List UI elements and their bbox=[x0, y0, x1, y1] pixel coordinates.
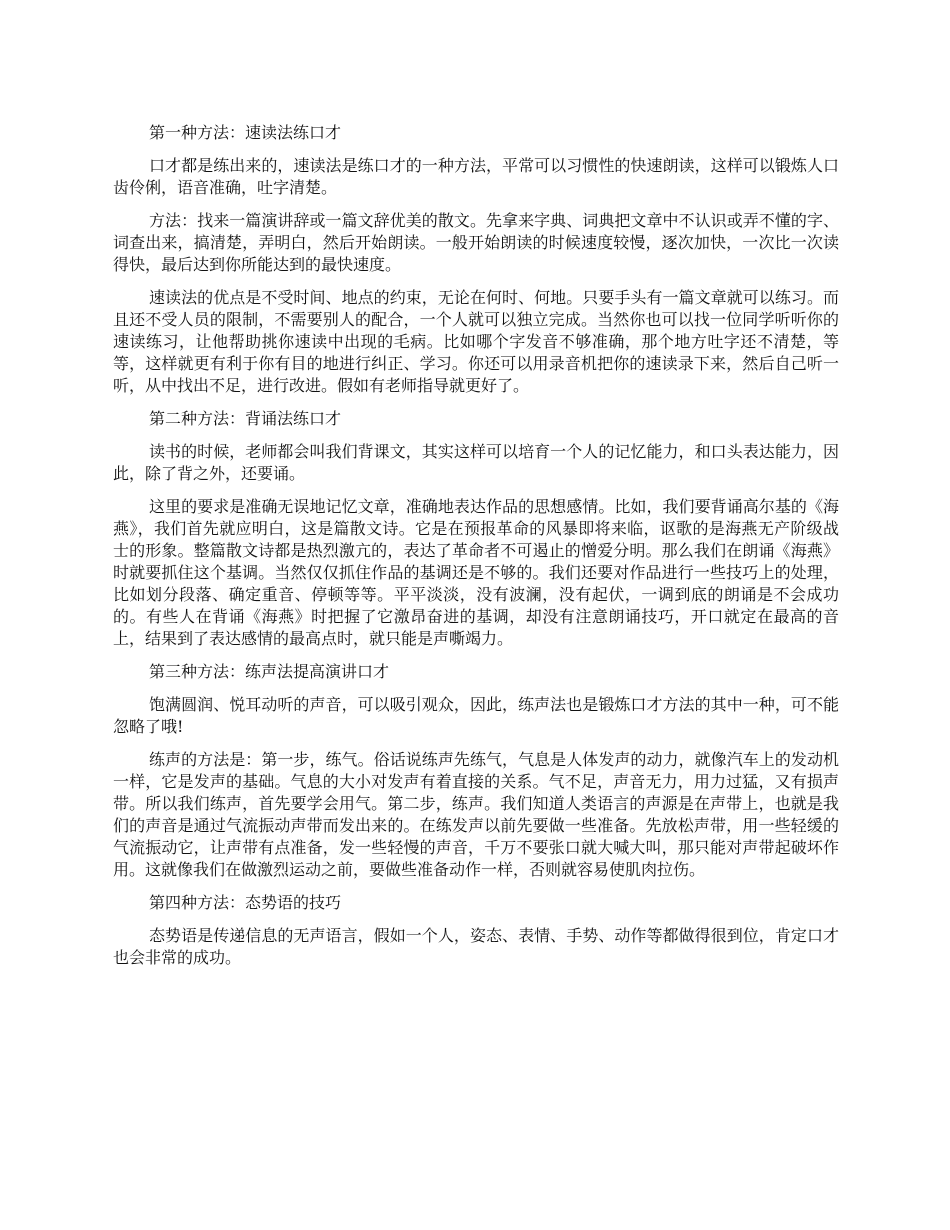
paragraph: 读书的时候，老师都会叫我们背课文，其实这样可以培育一个人的记忆能力，和口头表达能力，因此，除了背之外，还要诵。 bbox=[113, 442, 839, 483]
paragraph: 速读法的优点是不受时间、地点的约束，无论在何时、何地。只要手头有一篇文章就可以练习。而且还不受人员的限制，不需要别人的配合，一个人就可以独立完成。当然你也可以找一位同学听听你的速读练习，让他帮助挑你速读中出现的毛病。比如哪个字发音不够准确，那个地方吐字还不清楚，等等，这样就更有利于你有目的地进行纠正、学习。你还可以用录音机把你的速读录下来，然后自己听一听，从中找出不足，进行改进。假如有老师指导就更好了。 bbox=[113, 288, 839, 395]
paragraph: 态势语是传递信息的无声语言，假如一个人，姿态、表情、手势、动作等都做得很到位，肯定口才也会非常的成功。 bbox=[113, 926, 839, 967]
paragraph: 练声的方法是：第一步，练气。俗话说练声先练气，气息是人体发声的动力，就像汽车上的发动机一样，它是发声的基础。气息的大小对发声有着直接的关系。气不足，声音无力，用力过猛，又有损声带。所以我们练声，首先要学会用气。第二步，练声。我们知道人类语言的声源是在声带上，也就是我们的声音是通过气流振动声带而发出来的。在练发声以前先要做一些准备。先放松声带，用一些轻缓的气流振动它，让声带有点准备，发一些轻慢的声音，千万不要张口就大喊大叫，那只能对声带起破坏作用。这就像我们在做激烈运动之前，要做些准备动作一样，否则就容易使肌肉拉伤。 bbox=[113, 750, 839, 879]
paragraph: 这里的要求是准确无误地记忆文章，准确地表达作品的思想感情。比如，我们要背诵高尔基的《海燕》，我们首先就应明白，这是篇散文诗。它是在预报革命的风暴即将来临，讴歌的是海燕无产阶级战士的形象。整篇散文诗都是热烈激亢的，表达了革命者不可遏止的憎爱分明。那么我们在朗诵《海燕》时就要抓住这个基调。当然仅仅抓住作品的基调还是不够的。我们还要对作品进行一些技巧上的处理，比如划分段落、确定重音、停顿等等。平平淡淡，没有波澜，没有起伏，一调到底的朗诵是不会成功的。有些人在背诵《海燕》时把握了它激昂奋进的基调，却没有注意朗诵技巧，开口就定在最高的音上，结果到了表达感情的最高点时，就只能是声嘶竭力。 bbox=[113, 497, 839, 648]
section-heading-2: 第二种方法：背诵法练口才 bbox=[149, 409, 342, 428]
section-heading-4: 第四种方法：态势语的技巧 bbox=[149, 893, 342, 912]
section-heading-3: 第三种方法：练声法提高演讲口才 bbox=[149, 662, 390, 681]
paragraph: 饱满圆润、悦耳动听的声音，可以吸引观众，因此，练声法也是锻炼口才方法的其中一种，可不能忽略了哦! bbox=[113, 695, 839, 736]
section-heading-1: 第一种方法：速读法练口才 bbox=[149, 123, 342, 142]
paragraph: 口才都是练出来的，速读法是练口才的一种方法，平常可以习惯性的快速朗读，这样可以锻炼人口齿伶俐，语音准确，吐字清楚。 bbox=[113, 156, 839, 197]
paragraph: 方法：找来一篇演讲辞或一篇文辞优美的散文。先拿来字典、词典把文章中不认识或弄不懂的字、词查出来，搞清楚，弄明白，然后开始朗读。一般开始朗读的时候速度较慢，逐次加快，一次比一次读得快，最后达到你所能达到的最快速度。 bbox=[113, 211, 839, 274]
document-page bbox=[113, 122, 839, 980]
